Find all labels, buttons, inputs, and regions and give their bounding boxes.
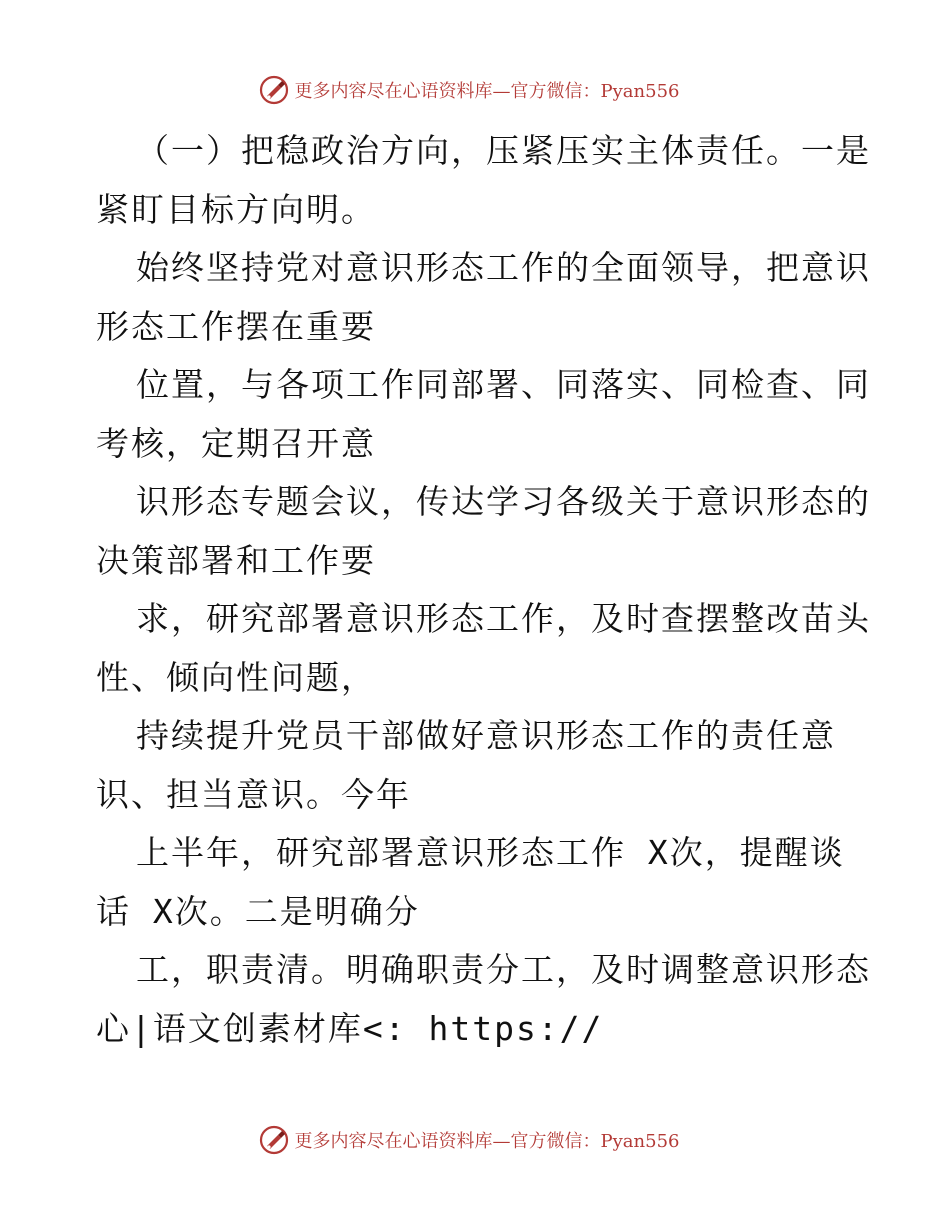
text-line: 识、担当意识。今年 bbox=[96, 774, 411, 814]
header-banner bbox=[0, 70, 950, 110]
text-line: 考核，定期召开意 bbox=[96, 423, 376, 463]
header-banner-text: 更多内容尽在心语资料库—官方微信：Pyan556 bbox=[294, 81, 680, 102]
footer-banner-text: 更多内容尽在心语资料库—官方微信：Pyan556 bbox=[294, 1131, 680, 1152]
text-line: 工，职责清。明确职责分工，及时调整意识形态 bbox=[136, 950, 871, 989]
text-line: 识形态专题会议，传达学习各级关于意识形态的 bbox=[136, 482, 871, 521]
text-line: 始终坚持党对意识形态工作的全面领导，把意识 bbox=[136, 248, 871, 287]
text-line: （一）把稳政治方向，压紧压实主体责任。一是 bbox=[136, 131, 871, 170]
text-line: 位置，与各项工作同部署、同落实、同检查、同 bbox=[136, 365, 871, 404]
text-line: 紧盯目标方向明。 bbox=[96, 189, 376, 229]
text-line: 形态工作摆在重要 bbox=[96, 306, 376, 346]
pen-logo-icon bbox=[259, 1125, 289, 1155]
text-line: 性、倾向性问题， bbox=[96, 657, 376, 697]
text-line: 话 X次。二是明确分 bbox=[96, 891, 420, 931]
text-line: 上半年，研究部署意识形态工作 X次，提醒谈 bbox=[136, 833, 845, 872]
text-line: 持续提升党员干部做好意识形态工作的责任意 bbox=[136, 716, 836, 755]
footer-banner bbox=[0, 1120, 950, 1160]
document-body bbox=[96, 122, 871, 1058]
text-line: 心|语文创素材库<: https:// bbox=[96, 1008, 604, 1048]
text-line: 决策部署和工作要 bbox=[96, 540, 376, 580]
text-line: 求，研究部署意识形态工作，及时查摆整改苗头 bbox=[136, 599, 871, 638]
pen-logo-icon bbox=[259, 75, 289, 105]
